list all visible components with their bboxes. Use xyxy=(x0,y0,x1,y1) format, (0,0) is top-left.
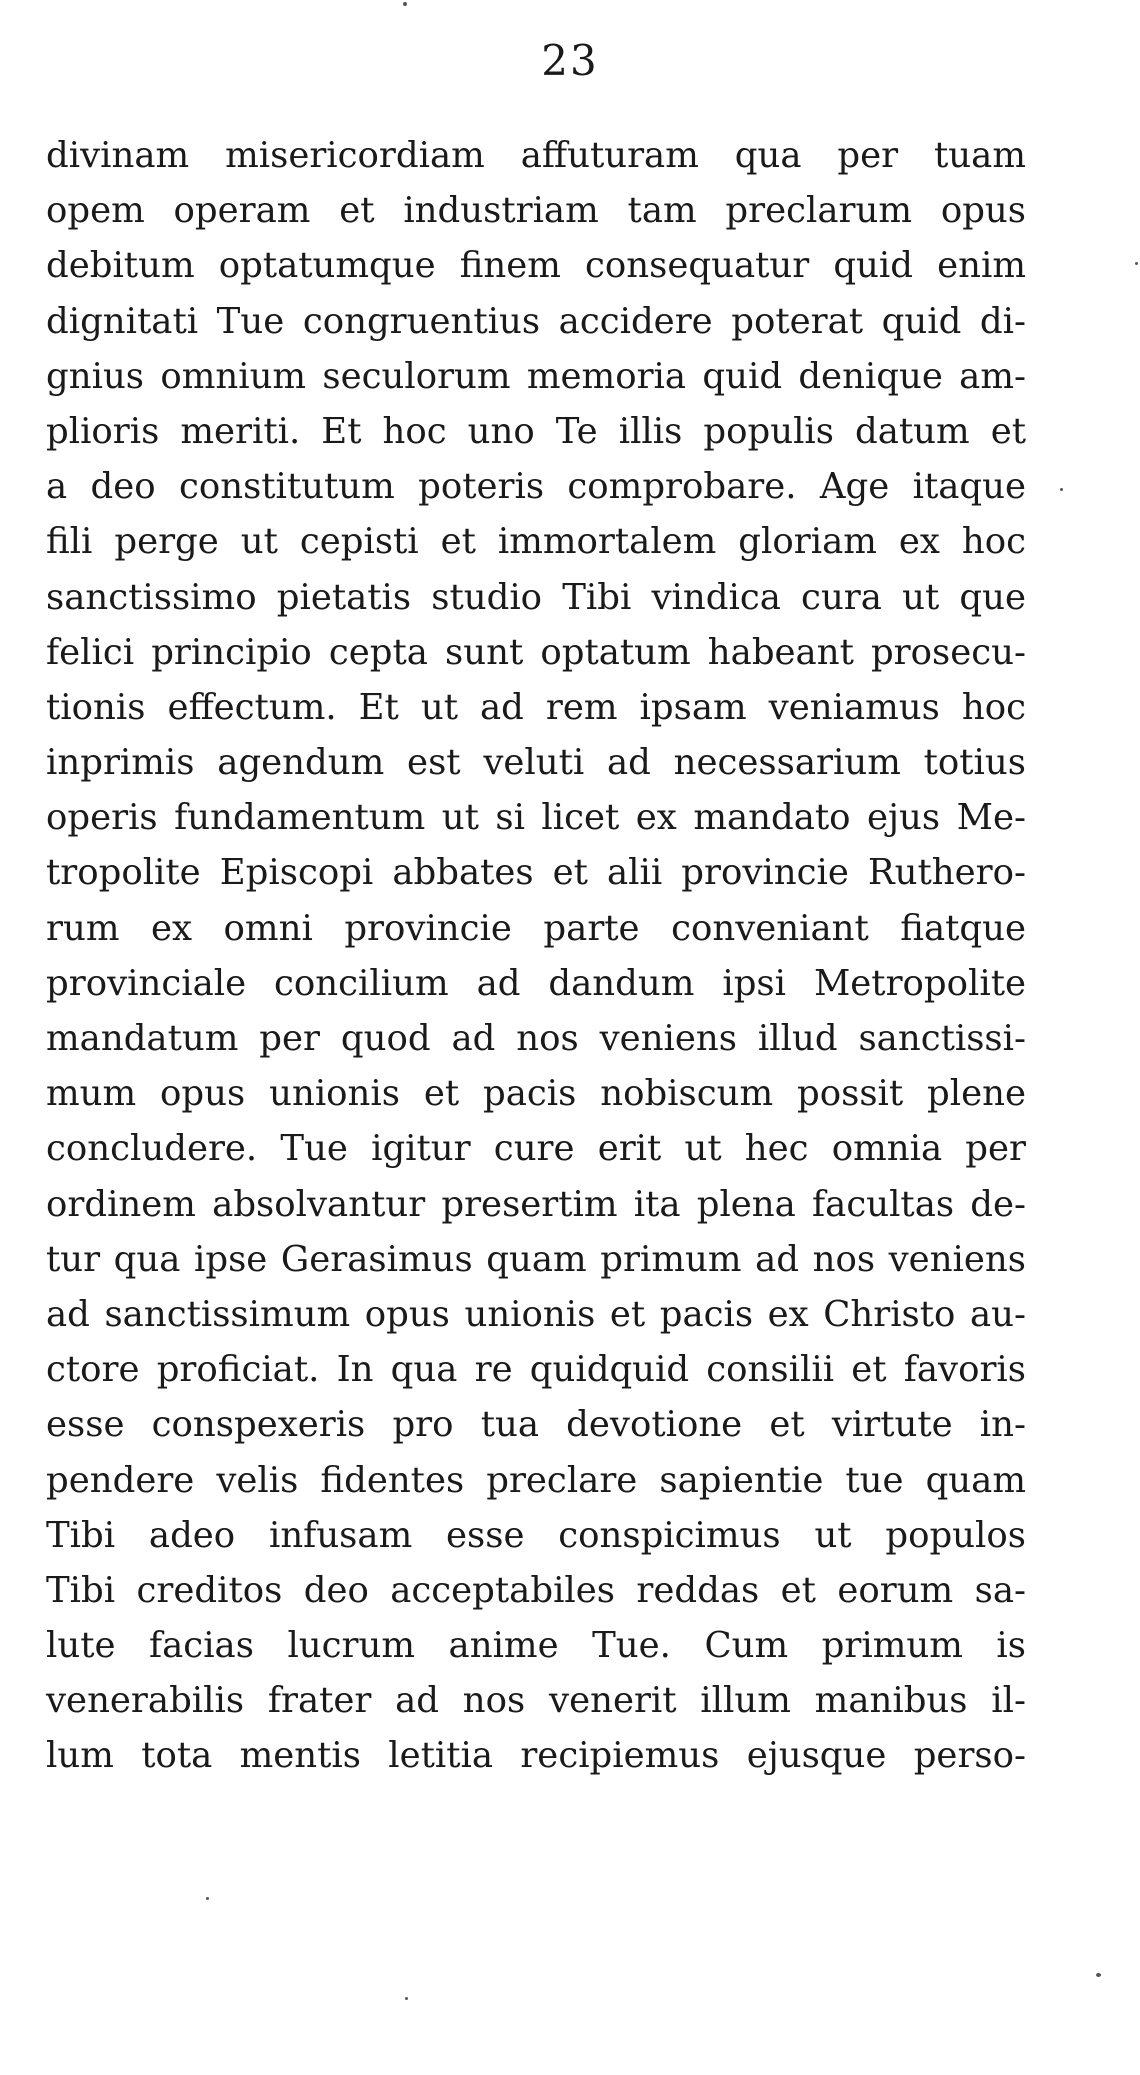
text-line: venerabilis frater ad nos venerit illum manibus il- xyxy=(46,1680,1026,1722)
text-line: mum opus unionis et pacis nobiscum possit plene xyxy=(46,1073,1026,1115)
text-line: concludere. Tue igitur cure erit ut hec omnia per xyxy=(46,1128,1026,1170)
text-line: sanctissimo pietatis studio Tibi vindica cura ut que xyxy=(46,576,1026,618)
text-line: inprimis agendum est veluti ad necessarium totius xyxy=(46,742,1026,784)
text-line: felici principio cepta sunt optatum habeant prosecu- xyxy=(46,631,1026,673)
scan-speck xyxy=(1135,262,1138,265)
text-line: pendere velis fidentes preclare sapientie tue quam xyxy=(46,1459,1026,1501)
text-line: a deo constitutum poteris comprobare. Age itaque xyxy=(46,466,1026,508)
text-line: ad sanctissimum opus unionis et pacis ex Christo au- xyxy=(46,1293,1026,1335)
text-line: gnius omnium seculorum memoria quid denique am- xyxy=(46,355,1026,397)
scan-speck xyxy=(403,2,407,6)
text-line: lum tota mentis letitia recipiemus ejusque perso- xyxy=(46,1735,1026,1777)
text-line: provinciale concilium ad dandum ipsi Metropolite xyxy=(46,962,1026,1004)
text-line: divinam misericordiam affuturam qua per tuam xyxy=(46,135,1026,176)
page-number: 23 xyxy=(541,36,599,85)
text-line: lute facias lucrum anime Tue. Cum primum is xyxy=(46,1625,1026,1667)
text-line: operis fundamentum ut si licet ex mandato ejus Me- xyxy=(46,797,1026,839)
text-line: esse conspexeris pro tua devotione et virtute in- xyxy=(46,1404,1026,1446)
text-line: plioris meriti. Et hoc uno Te illis populis datum et xyxy=(46,410,1026,452)
text-line: tionis effectum. Et ut ad rem ipsam veniamus hoc xyxy=(46,686,1026,728)
text-line: tropolite Episcopi abbates et alii provincie Ruthero- xyxy=(46,852,1026,894)
text-line: rum ex omni provincie parte conveniant fiatque xyxy=(46,907,1026,949)
text-line: dignitati Tue congruentius accidere poterat quid di- xyxy=(46,300,1026,342)
text-line: tur qua ipse Gerasimus quam primum ad nos veniens xyxy=(46,1238,1026,1280)
scan-speck xyxy=(206,1897,209,1900)
scan-speck xyxy=(405,1997,408,2000)
text-line: Tibi adeo infusam esse conspicimus ut populos xyxy=(46,1514,1026,1556)
scan-speck xyxy=(1060,488,1063,491)
text-line: ordinem absolvantur presertim ita plena facultas de- xyxy=(46,1183,1026,1225)
scan-speck xyxy=(1096,1973,1101,1977)
text-line: fili perge ut cepisti et immortalem gloriam ex hoc xyxy=(46,521,1026,563)
body-text xyxy=(46,128,1026,1784)
text-line: mandatum per quod ad nos veniens illud sanctissi- xyxy=(46,1018,1026,1059)
text-line: debitum optatumque finem consequatur quid enim xyxy=(46,245,1026,287)
text-line: opem operam et industriam tam preclarum opus xyxy=(46,190,1026,232)
text-line: ctore proficiat. In qua re quidquid consilii et favoris xyxy=(46,1349,1026,1391)
text-line: Tibi creditos deo acceptabiles reddas et eorum sa- xyxy=(46,1569,1026,1611)
